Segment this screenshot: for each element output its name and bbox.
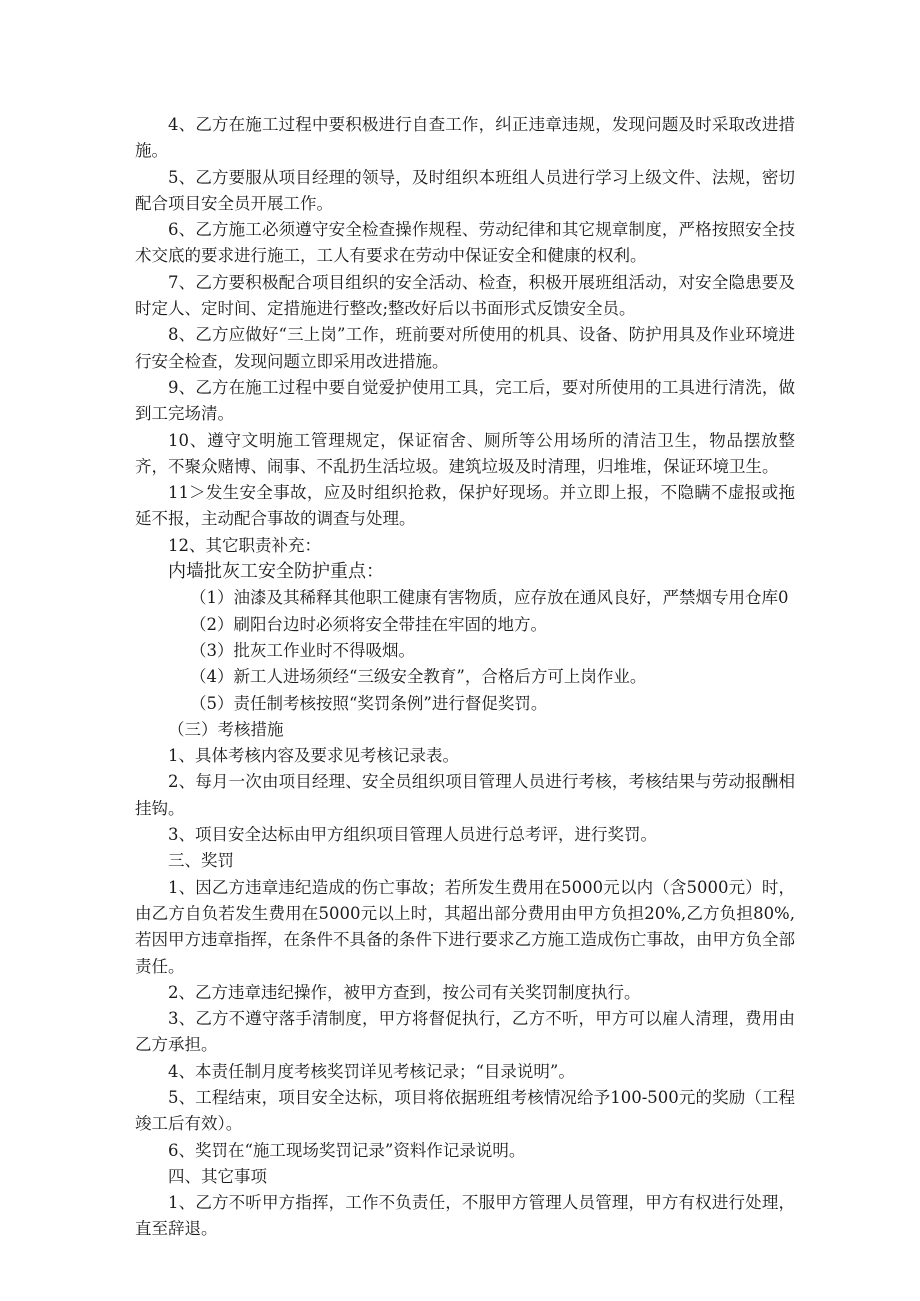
rewards-item-1: 1、因乙方违章违纪造成的伤亡事故；若所发生费用在5000元以内（含5000元）时，由乙方自负若发生费用在5000元以上时，其超出部分费用由甲方负担20%,乙方负担80%,若因甲方违章指挥，在条件不具备的条件下进行要求乙方施工造成伤亡事故，由甲方负全部责任。 [135,877,795,976]
assessment-item-2: 2、每月一次由项目经理、安全员组织项目管理人员进行考核，考核结果与劳动报酬相挂钩。 [135,772,795,818]
rewards-item-3: 3、乙方不遵守落手清制度，甲方将督促执行，乙方不听，甲方可以雇人清理，费用由乙方承担。 [135,1009,795,1055]
paragraph-11: 11＞发生安全事故，应及时组织抢救，保护好现场。并立即上报，不隐瞒不虚报或拖延不报，主动配合事故的调查与处理。 [135,483,795,529]
safety-focus-heading: 内墙批灰工安全防护重点： [168,561,384,583]
paragraph-12: 12、其它职责补充： [168,535,321,555]
section-other-heading: 四、其它事项 [168,1166,267,1186]
section-assessment-heading: （三）考核措施 [168,719,284,739]
paragraph-8: 8、乙方应做好“三上岗”工作，班前要对所使用的机具、设备、防护用具及作业环境进行安全检查，发现问题立即采用改进措施。 [135,325,795,371]
safety-item-2: （2）刷阳台边时必须将安全带挂在牢固的地方。 [190,614,547,634]
paragraph-10: 10、遵守文明施工管理规定，保证宿舍、厕所等公用场所的清洁卫生，物品摆放整齐，不聚众赌博、闹事、不乱扔生活垃圾。建筑垃圾及时清理，归堆堆，保证环境卫生。 [135,430,795,476]
paragraph-6: 6、乙方施工必须遵守安全检查操作规程、劳动纪律和其它规章制度，严格按照安全技术交底的要求进行施工，工人有要求在劳动中保证安全和健康的权利。 [135,220,795,266]
paragraph-5: 5、乙方要服从项目经理的领导，及时组织本班组人员进行学习上级文件、法规，密切配合项目安全员开展工作。 [135,167,795,213]
paragraph-4: 4、乙方在施工过程中要积极进行自查工作，纠正违章违规，发现问题及时采取改进措施。 [135,115,795,161]
safety-item-3: （3）批灰工作业时不得吸烟。 [190,640,415,660]
document-page [135,112,795,1243]
assessment-item-3: 3、项目安全达标由甲方组织项目管理人员进行总考评，进行奖罚。 [168,825,657,845]
section-rewards-heading: 三、奖罚 [168,851,234,871]
rewards-item-2: 2、乙方违章违纪操作，被甲方查到，按公司有关奖罚制度执行。 [168,982,641,1002]
rewards-item-5: 5、工程结束，项目安全达标，项目将依据班组考核情况给予100-500元的奖励（工程竣工后有效）。 [135,1087,795,1134]
safety-item-1: （1）油漆及其稀释其他职工健康有害物质，应存放在通风良好，严禁烟专用仓库0 [190,588,789,608]
rewards-item-6: 6、奖罚在“施工现场奖罚记录”资料作记录说明。 [168,1140,526,1160]
other-item-1: 1、乙方不听甲方指挥，工作不负责任，不服甲方管理人员管理，甲方有权进行处理，直至辞退。 [135,1193,795,1239]
paragraph-9: 9、乙方在施工过程中要自觉爱护使用工具，完工后，要对所使用的工具进行清洗，做到工完场清。 [135,377,795,424]
assessment-item-1: 1、具体考核内容及要求见考核记录表。 [168,746,459,766]
safety-item-5: （5）责任制考核按照“奖罚条例”进行督促奖罚。 [190,693,548,713]
paragraph-7: 7、乙方要积极配合项目组织的安全活动、检查，积极开展班组活动，对安全隐患要及时定人、定时间、定措施进行整改;整改好后以书面形式反馈安全员。 [135,272,795,319]
safety-item-4: （4）新工人进场须经“三级安全教育”，合格后方可上岗作业。 [190,667,647,687]
rewards-item-4: 4、本责任制月度考核奖罚详见考核记录；“目录说明”。 [168,1061,575,1081]
